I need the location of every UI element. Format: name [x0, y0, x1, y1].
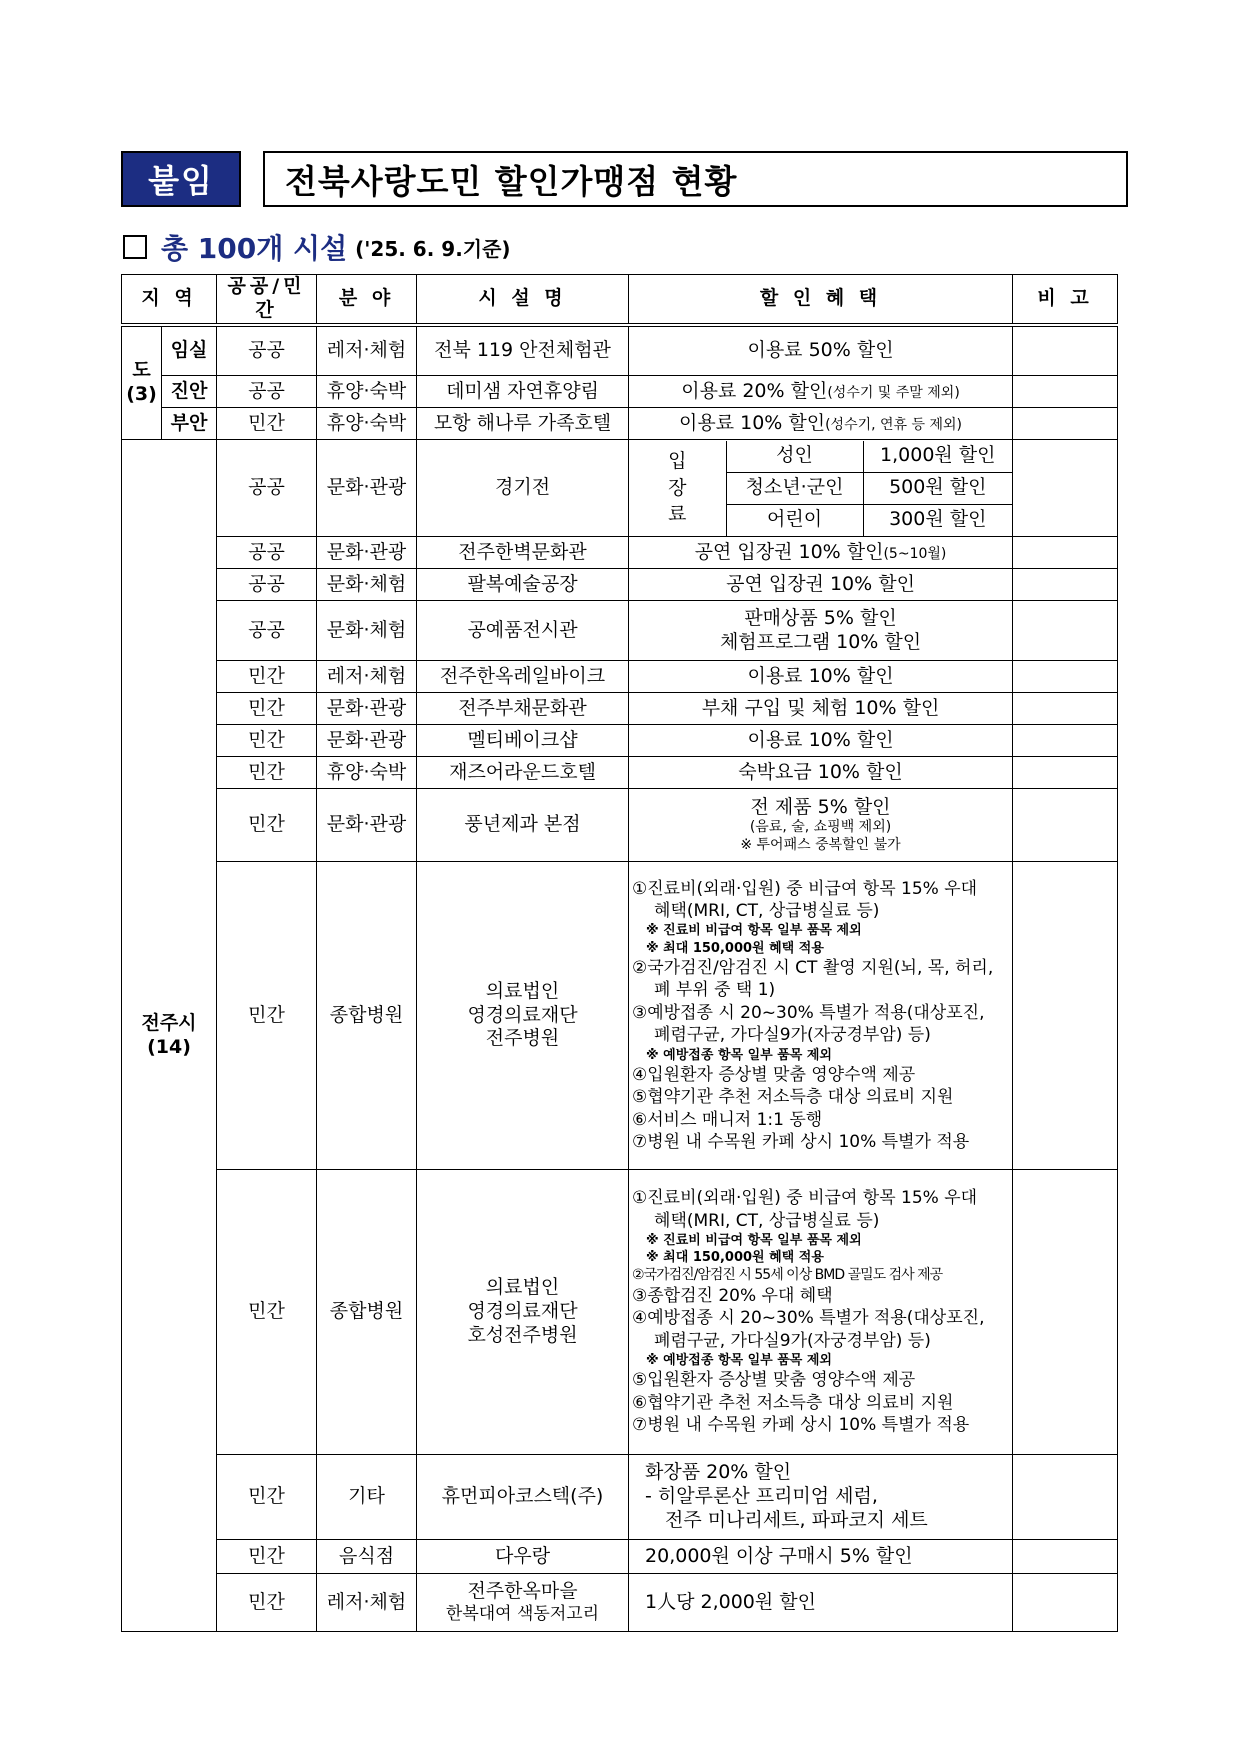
table-row	[122, 862, 1118, 1170]
facility-cell: 다우랑	[417, 1540, 629, 1574]
table-row	[122, 376, 1118, 408]
remarks-cell	[1013, 537, 1118, 569]
remarks-cell	[1013, 325, 1118, 376]
field-cell: 문화·관광	[317, 537, 417, 569]
field-cell: 종합병원	[317, 1170, 417, 1455]
type-cell: 공공	[217, 440, 317, 537]
benefit-text: 판매상품 5% 할인	[744, 606, 897, 629]
benefit-cell: 부채 구입 및 체험 10% 할인	[629, 693, 1013, 725]
region-jeonju-count: (14)	[147, 1035, 191, 1058]
benefit-cell: 20,000원 이상 구매시 5% 할인	[629, 1540, 1013, 1574]
region-do-label: 도	[132, 359, 151, 381]
table-row	[122, 661, 1118, 693]
field-cell: 음식점	[317, 1540, 417, 1574]
remarks-cell	[1013, 1455, 1118, 1540]
field-cell: 기타	[317, 1455, 417, 1540]
benefit-cell: ①진료비(외래·입원) 중 비급여 항목 15% 우대 혜택(MRI, CT, 상급병실료 등) ※ 진료비 비급여 항목 일부 품목 제외 ※ 최대 150,000원 혜택 적용 ②국가검진/암검진 시 55세 이상 BMD 골밀도 검사 제공 ③종합검진 20% 우대 혜택 ④예방접종 시 20~30% 특별가 적용(대상포진, 폐렴구균, 가다실9가(자궁경부암) 등) ※ 예방접종 항목 일부 품목 제외 ⑤입원환자 증상별 맞춤 영양수액 제공 ⑥협약기관 추천 저소득층 대상 의료비 지원 ⑦병원 내 수목원 카페 상시 10% 특별가 적용	[629, 1170, 1013, 1455]
remarks-cell	[1013, 408, 1118, 440]
facility-name-line: 전주병원	[485, 1027, 560, 1050]
table-row	[122, 1170, 1118, 1455]
benefit-note: (성수기 및 주말 제외)	[827, 384, 960, 401]
field-cell: 문화·관광	[317, 440, 417, 537]
benefit-note: (5~10월)	[883, 545, 947, 562]
type-cell: 공공	[217, 325, 317, 376]
facility-cell: 전주한벽문화관	[417, 537, 629, 569]
facility-cell: 풍년제과 본점	[417, 789, 629, 862]
facility-cell: 공예품전시관	[417, 601, 629, 661]
field-cell: 레저·체험	[317, 1574, 417, 1632]
type-cell: 민간	[217, 789, 317, 862]
facility-cell: 모항 해나루 가족호텔	[417, 408, 629, 440]
region-do	[122, 325, 162, 440]
benefit-cell	[629, 601, 1013, 661]
table-header-row	[122, 275, 1118, 325]
type-cell: 공공	[217, 601, 317, 661]
region-jeonju	[122, 440, 217, 1632]
type-cell: 민간	[217, 1455, 317, 1540]
benefit-text: 이용료 20% 할인	[681, 379, 828, 402]
type-cell: 민간	[217, 725, 317, 757]
col-field: 분 야	[317, 275, 417, 325]
facility-count-heading	[123, 227, 511, 267]
remarks-cell	[1013, 1540, 1118, 1574]
benefit-cell	[629, 789, 1013, 862]
field-cell: 휴양·숙박	[317, 376, 417, 408]
field-cell: 종합병원	[317, 862, 417, 1170]
facility-cell: 전주한옥레일바이크	[417, 661, 629, 693]
type-cell: 민간	[217, 693, 317, 725]
benefit-text: 전 제품 5% 할인	[750, 795, 891, 818]
benefit-note: ※ 투어패스 중복할인 불가	[740, 836, 901, 853]
benefit-cell: 공연 입장권 10% 할인	[629, 569, 1013, 601]
facility-cell	[417, 1574, 629, 1632]
field-cell: 문화·관광	[317, 693, 417, 725]
table-row	[122, 537, 1118, 569]
benefit-cell: ①진료비(외래·입원) 중 비급여 항목 15% 우대 혜택(MRI, CT, 상급병실료 등) ※ 진료비 비급여 항목 일부 품목 제외 ※ 최대 150,000원 혜택 적용 ②국가검진/암검진 시 CT 촬영 지원(뇌, 목, 허리, 폐 부위 중 택 1) ③예방접종 시 20~30% 특별가 적용(대상포진, 폐렴구균, 가다실9가(자궁경부암) 등) ※ 예방접종 항목 일부 품목 제외 ④입원환자 증상별 맞춤 영양수액 제공 ⑤협약기관 추천 저소득층 대상 의료비 지원 ⑥서비스 매니저 1:1 동행 ⑦병원 내 수목원 카페 상시 10% 특별가 적용	[629, 862, 1013, 1170]
facility-name-line: 호성전주병원	[467, 1323, 578, 1346]
table-row	[122, 789, 1118, 862]
fee-amount: 500원 할인	[863, 472, 1012, 504]
benefit-cell	[629, 376, 1013, 408]
type-cell: 민간	[217, 1170, 317, 1455]
benefit-text: 전주 미나리세트, 파파코지 세트	[665, 1508, 928, 1531]
table-row	[122, 757, 1118, 789]
remarks-cell	[1013, 757, 1118, 789]
benefit-text: 공연 입장권 10% 할인	[694, 540, 884, 563]
field-cell: 휴양·숙박	[317, 757, 417, 789]
table-row	[122, 601, 1118, 661]
benefit-cell: 이용료 50% 할인	[629, 325, 1013, 376]
col-remarks: 비 고	[1013, 275, 1118, 325]
facility-count: 총 100개 시설	[161, 232, 348, 265]
benefit-text: 이용료 10% 할인	[679, 411, 826, 434]
col-benefit: 할 인 혜 택	[629, 275, 1013, 325]
remarks-cell	[1013, 601, 1118, 661]
table-row	[122, 725, 1118, 757]
facility-cell: 전북 119 안전체험관	[417, 325, 629, 376]
col-public-private: 공공/민간	[217, 275, 317, 325]
benefit-text: 체험프로그램 10% 할인	[719, 630, 922, 653]
remarks-cell	[1013, 376, 1118, 408]
admission-fee-cell	[629, 440, 1013, 537]
type-cell: 민간	[217, 862, 317, 1170]
checkbox-square-icon	[123, 235, 147, 259]
benefit-cell: 숙박요금 10% 할인	[629, 757, 1013, 789]
facility-cell: 휴먼피아코스텍(주)	[417, 1455, 629, 1540]
type-cell: 민간	[217, 757, 317, 789]
table-row	[122, 693, 1118, 725]
benefit-text: - 히알루론산 프리미엄 세럼,	[645, 1485, 878, 1508]
table-row	[122, 1540, 1118, 1574]
field-cell: 문화·체험	[317, 601, 417, 661]
facility-cell: 경기전	[417, 440, 629, 537]
facility-cell	[417, 1170, 629, 1455]
fee-amount: 300원 할인	[863, 504, 1012, 536]
benefit-text: 화장품 20% 할인	[645, 1461, 792, 1484]
facility-cell	[417, 862, 629, 1170]
type-cell: 민간	[217, 1540, 317, 1574]
col-region: 지 역	[122, 275, 217, 325]
facility-cell: 팔복예술공장	[417, 569, 629, 601]
table-row	[122, 408, 1118, 440]
facility-cell: 전주부채문화관	[417, 693, 629, 725]
remarks-cell	[1013, 440, 1118, 537]
field-cell: 문화·관광	[317, 789, 417, 862]
field-cell: 문화·관광	[317, 725, 417, 757]
remarks-cell	[1013, 693, 1118, 725]
type-cell: 민간	[217, 408, 317, 440]
type-cell: 민간	[217, 1574, 317, 1632]
facility-cell: 멜티베이크샵	[417, 725, 629, 757]
discount-store-table	[121, 274, 1118, 1632]
facility-name-line: 의료법인	[485, 979, 560, 1002]
field-cell: 레저·체험	[317, 325, 417, 376]
benefit-cell: 이용료 10% 할인	[629, 725, 1013, 757]
region-imsil: 임실	[162, 325, 217, 376]
remarks-cell	[1013, 789, 1118, 862]
facility-cell: 데미샘 자연휴양림	[417, 376, 629, 408]
region-jinan: 진안	[162, 376, 217, 408]
benefit-cell: 이용료 10% 할인	[629, 661, 1013, 693]
col-facility-name: 시 설 명	[417, 275, 629, 325]
facility-name-line: 의료법인	[485, 1276, 560, 1299]
fee-label: 입 장 료	[629, 441, 726, 536]
table-row	[122, 1455, 1118, 1540]
field-cell: 문화·체험	[317, 569, 417, 601]
table-row	[122, 325, 1118, 376]
fee-who: 어린이	[726, 504, 863, 536]
facility-name-line: 전주한옥마을	[467, 1580, 578, 1602]
remarks-cell	[1013, 725, 1118, 757]
benefit-cell	[629, 408, 1013, 440]
fee-who: 성인	[726, 441, 863, 473]
type-cell: 공공	[217, 537, 317, 569]
region-jeonju-label: 전주시	[141, 1011, 197, 1034]
attachment-badge: 붙임	[121, 151, 241, 207]
table-row	[122, 569, 1118, 601]
facility-name-line: 영경의료재단	[467, 1003, 578, 1026]
remarks-cell	[1013, 1170, 1118, 1455]
facility-name-line: 한복대여 색동저고리	[445, 1603, 600, 1624]
benefit-note: (성수기, 연휴 등 제외)	[825, 416, 963, 433]
table-row	[122, 1574, 1118, 1632]
remarks-cell	[1013, 661, 1118, 693]
benefit-note: (음료, 술, 쇼핑백 제외)	[749, 819, 892, 836]
facility-name-line: 영경의료재단	[467, 1300, 578, 1323]
region-do-count: (3)	[126, 382, 157, 405]
region-buan: 부안	[162, 408, 217, 440]
benefit-cell	[629, 537, 1013, 569]
field-cell: 레저·체험	[317, 661, 417, 693]
remarks-cell	[1013, 862, 1118, 1170]
field-cell: 휴양·숙박	[317, 408, 417, 440]
page-title: 전북사랑도민 할인가맹점 현황	[263, 151, 1128, 207]
type-cell: 공공	[217, 376, 317, 408]
admission-fee-table	[629, 441, 1012, 536]
facility-cell: 재즈어라운드호텔	[417, 757, 629, 789]
reference-date: ('25. 6. 9.기준)	[355, 236, 511, 261]
fee-who: 청소년·군인	[726, 472, 863, 504]
benefit-cell	[629, 1455, 1013, 1540]
table-row	[122, 440, 1118, 537]
fee-amount: 1,000원 할인	[863, 441, 1012, 473]
type-cell: 공공	[217, 569, 317, 601]
remarks-cell	[1013, 1574, 1118, 1632]
type-cell: 민간	[217, 661, 317, 693]
benefit-cell: 1人당 2,000원 할인	[629, 1574, 1013, 1632]
remarks-cell	[1013, 569, 1118, 601]
